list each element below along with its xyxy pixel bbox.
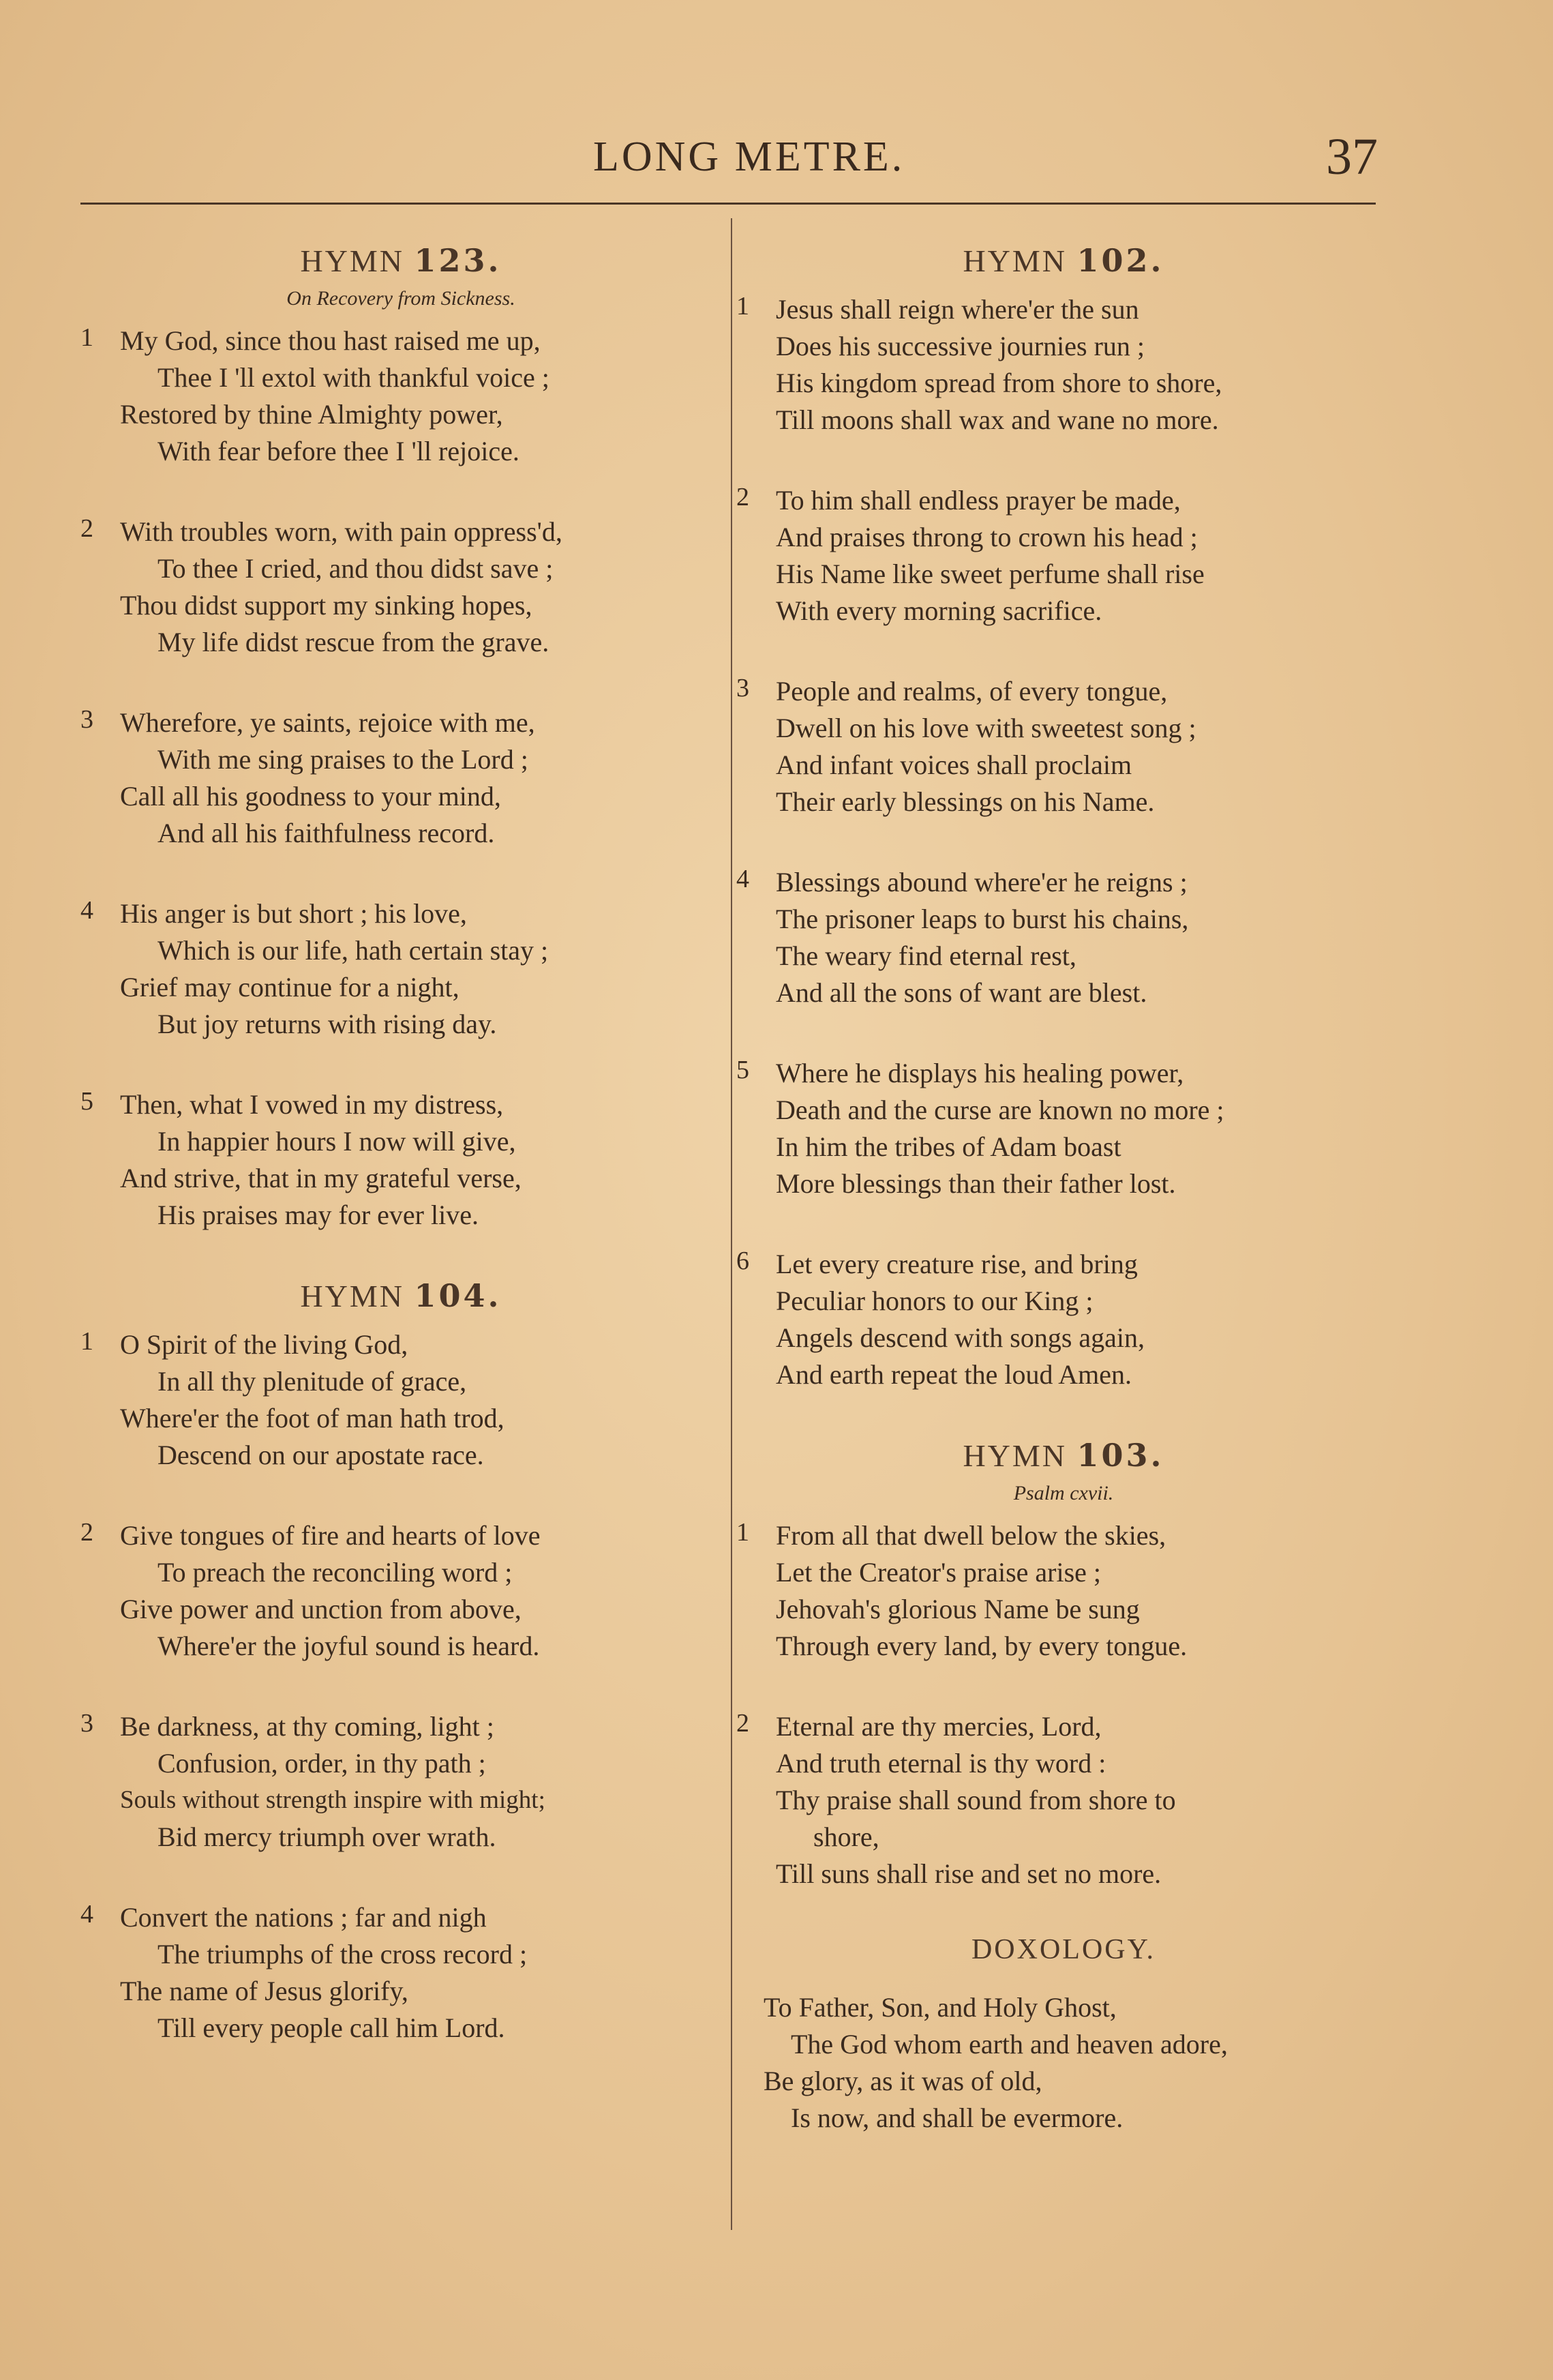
stanza <box>736 864 1391 1011</box>
verse-line: Where'er the joyful sound is heard. <box>157 1631 540 1661</box>
hymn-heading <box>80 1277 721 1314</box>
hymn-heading <box>736 242 1391 279</box>
verse-line: His Name like sweet perfume shall rise <box>776 559 1205 589</box>
hymn-label: HYMN <box>963 243 1067 278</box>
verse-line: Till every people call him Lord. <box>157 2012 505 2043</box>
hymn-103 <box>736 1437 1391 1892</box>
verse-line: Through every land, by every tongue. <box>776 1631 1188 1661</box>
stanza-number: 3 <box>80 1709 93 1738</box>
verse-line: My life didst rescue from the grave. <box>157 627 549 657</box>
verse-line: His praises may for ever live. <box>157 1200 479 1230</box>
stanza-number: 3 <box>80 705 93 734</box>
stanza-number: 2 <box>80 1518 93 1547</box>
hymn-number: 103. <box>1076 1437 1164 1474</box>
stanza-number: 5 <box>80 1087 93 1116</box>
verse-line: Eternal are thy mercies, Lord, <box>776 1711 1102 1742</box>
hymn-102 <box>736 242 1391 1393</box>
stanza <box>80 704 721 852</box>
verse-line: In him the tribes of Adam boast <box>776 1131 1121 1162</box>
verse-line: Souls without strength inspire with might; <box>120 1786 545 1814</box>
right-column <box>736 242 1391 2137</box>
verse-line: The weary find eternal rest, <box>776 940 1076 971</box>
verse-line: Thou didst support my sinking hopes, <box>120 590 532 621</box>
stanza <box>736 673 1391 820</box>
verse-line: Then, what I vowed in my distress, <box>120 1089 504 1120</box>
stanza-number: 1 <box>736 1518 749 1547</box>
hymn-heading <box>80 242 721 279</box>
hymn-subtitle: On Recovery from Sickness. <box>286 287 515 310</box>
verse-line: His anger is but short ; his love, <box>120 898 467 929</box>
running-head <box>0 128 1553 194</box>
hymn-123 <box>80 242 721 1234</box>
verse-line: In happier hours I now will give, <box>157 1126 516 1157</box>
verse-line: My God, since thou hast raised me up, <box>120 325 541 356</box>
verse-line: Let every creature rise, and bring <box>776 1249 1138 1279</box>
stanza-number: 1 <box>80 323 93 352</box>
verse-line: Be glory, as it was of old, <box>764 2066 1042 2096</box>
stanza-number: 4 <box>80 896 93 925</box>
stanza <box>80 1517 721 1665</box>
verse-line: Till suns shall rise and set no more. <box>776 1858 1162 1889</box>
verse-line: In all thy plenitude of grace, <box>157 1366 467 1397</box>
verse-line: Confusion, order, in thy path ; <box>157 1748 486 1779</box>
verse-line: Give tongues of fire and hearts of love <box>120 1520 541 1551</box>
verse-line: Where he displays his healing power, <box>776 1058 1184 1088</box>
verse-line: Death and the curse are known no more ; <box>776 1095 1224 1125</box>
verse-line: Convert the nations ; far and nigh <box>120 1902 487 1933</box>
verse-line: And all the sons of want are blest. <box>776 977 1147 1008</box>
verse-line: Angels descend with songs again, <box>776 1322 1145 1353</box>
hymn-number: 123. <box>414 242 502 279</box>
verse-line: Thy praise shall sound from shore to <box>776 1785 1176 1815</box>
verse-line: And strive, that in my grateful verse, <box>120 1163 522 1193</box>
hymn-label: HYMN <box>963 1438 1067 1473</box>
verse-line: Till moons shall wax and wane no more. <box>776 404 1219 435</box>
verse-line: Descend on our apostate race. <box>157 1440 484 1470</box>
page-number: 37 <box>1326 128 1378 185</box>
stanza <box>80 1899 721 2047</box>
verse-line: The triumphs of the cross record ; <box>157 1939 528 1969</box>
stanza-number: 3 <box>736 674 749 702</box>
left-column <box>80 242 721 2090</box>
verse-line: Be darkness, at thy coming, light ; <box>120 1711 494 1742</box>
verse-line: Thee I 'll extol with thankful voice ; <box>157 362 549 393</box>
doxology <box>736 1933 1391 2137</box>
verse-line: More blessings than their father lost. <box>776 1168 1176 1199</box>
verse-line: Call all his goodness to your mind, <box>120 781 501 812</box>
stanza <box>80 895 721 1043</box>
verse-line: Does his successive journies run ; <box>776 331 1145 361</box>
verse-line: Where'er the foot of man hath trod, <box>120 1403 504 1433</box>
verse-line: With troubles worn, with pain oppress'd, <box>120 516 562 547</box>
column-divider <box>731 218 732 2230</box>
stanza <box>80 1086 721 1234</box>
hymn-heading <box>736 1437 1391 1474</box>
stanza-number: 5 <box>736 1056 749 1084</box>
stanza <box>80 323 721 470</box>
stanza <box>80 1326 721 1474</box>
stanza <box>736 482 1391 629</box>
verse-line: Peculiar honors to our King ; <box>776 1285 1094 1316</box>
verse-line: With me sing praises to the Lord ; <box>157 744 528 775</box>
stanza-number: 6 <box>736 1247 749 1275</box>
verse-line: And earth repeat the loud Amen. <box>776 1359 1132 1390</box>
verse-line: Give power and unction from above, <box>120 1594 522 1624</box>
verse-line: Wherefore, ye saints, rejoice with me, <box>120 707 535 738</box>
verse-line: To him shall endless prayer be made, <box>776 485 1181 516</box>
verse-line: Bid mercy triumph over wrath. <box>157 1821 496 1852</box>
verse-line: And truth eternal is thy word : <box>776 1748 1106 1779</box>
stanza <box>736 1708 1391 1892</box>
verse-line: To thee I cried, and thou didst save ; <box>157 553 554 584</box>
verse-line: His kingdom spread from shore to shore, <box>776 368 1222 398</box>
verse-line: Let the Creator's praise arise ; <box>776 1557 1102 1588</box>
verse-line: And praises throng to crown his head ; <box>776 522 1198 552</box>
verse-line: And all his faithfulness record. <box>157 818 495 848</box>
stanza-number: 2 <box>80 514 93 543</box>
verse-line: The God whom earth and heaven adore, <box>791 2029 1228 2059</box>
verse-line: Restored by thine Almighty power, <box>120 399 503 430</box>
stanza-number: 2 <box>736 483 749 511</box>
verse-line: To Father, Son, and Holy Ghost, <box>764 1992 1117 2023</box>
verse-line: The name of Jesus glorify, <box>120 1976 408 2006</box>
verse-line: The prisoner leaps to burst his chains, <box>776 904 1189 934</box>
verse-line: Blessings abound where'er he reigns ; <box>776 867 1188 897</box>
hymn-subtitle: Psalm cxvii. <box>1013 1482 1114 1504</box>
page-title: LONG METRE. <box>593 134 905 180</box>
verse-line: But joy returns with rising day. <box>157 1009 497 1039</box>
verse-line: To preach the reconciling word ; <box>157 1557 513 1588</box>
verse-line: With every morning sacrifice. <box>776 595 1102 626</box>
stanza <box>736 291 1391 438</box>
hymn-number: 104. <box>414 1277 502 1314</box>
verse-line: shore, <box>813 1821 879 1852</box>
hymn-number: 102. <box>1076 242 1164 279</box>
stanza <box>736 1055 1391 1202</box>
stanza <box>80 514 721 661</box>
verse-line: From all that dwell below the skies, <box>776 1520 1166 1551</box>
verse-line: Which is our life, hath certain stay ; <box>157 935 549 966</box>
verse-line: Grief may continue for a night, <box>120 972 459 1002</box>
stanza <box>80 1708 721 1856</box>
verse-line: Is now, and shall be evermore. <box>791 2102 1124 2133</box>
doxology-title: DOXOLOGY. <box>971 1934 1156 1965</box>
verse-line: People and realms, of every tongue, <box>776 676 1168 706</box>
stanza <box>736 1517 1391 1665</box>
hymn-104 <box>80 1277 721 2047</box>
verse-line: Dwell on his love with sweetest song ; <box>776 713 1196 743</box>
stanza-number: 2 <box>736 1709 749 1738</box>
verse-line: And infant voices shall proclaim <box>776 749 1132 780</box>
stanza-number: 1 <box>736 292 749 321</box>
verse-line: Jehovah's glorious Name be sung <box>776 1594 1140 1624</box>
header-rule <box>80 203 1376 205</box>
verse-line: Their early blessings on his Name. <box>776 786 1155 817</box>
hymn-label: HYMN <box>300 1279 404 1313</box>
stanza-number: 4 <box>80 1900 93 1929</box>
hymn-label: HYMN <box>300 243 404 278</box>
verse-line: Jesus shall reign where'er the sun <box>776 294 1139 325</box>
stanza-number: 4 <box>736 865 749 893</box>
stanza <box>736 1246 1391 1393</box>
stanza-number: 1 <box>80 1327 93 1356</box>
verse-line: O Spirit of the living God, <box>120 1329 408 1360</box>
verse-line: With fear before thee I 'll rejoice. <box>157 436 519 466</box>
